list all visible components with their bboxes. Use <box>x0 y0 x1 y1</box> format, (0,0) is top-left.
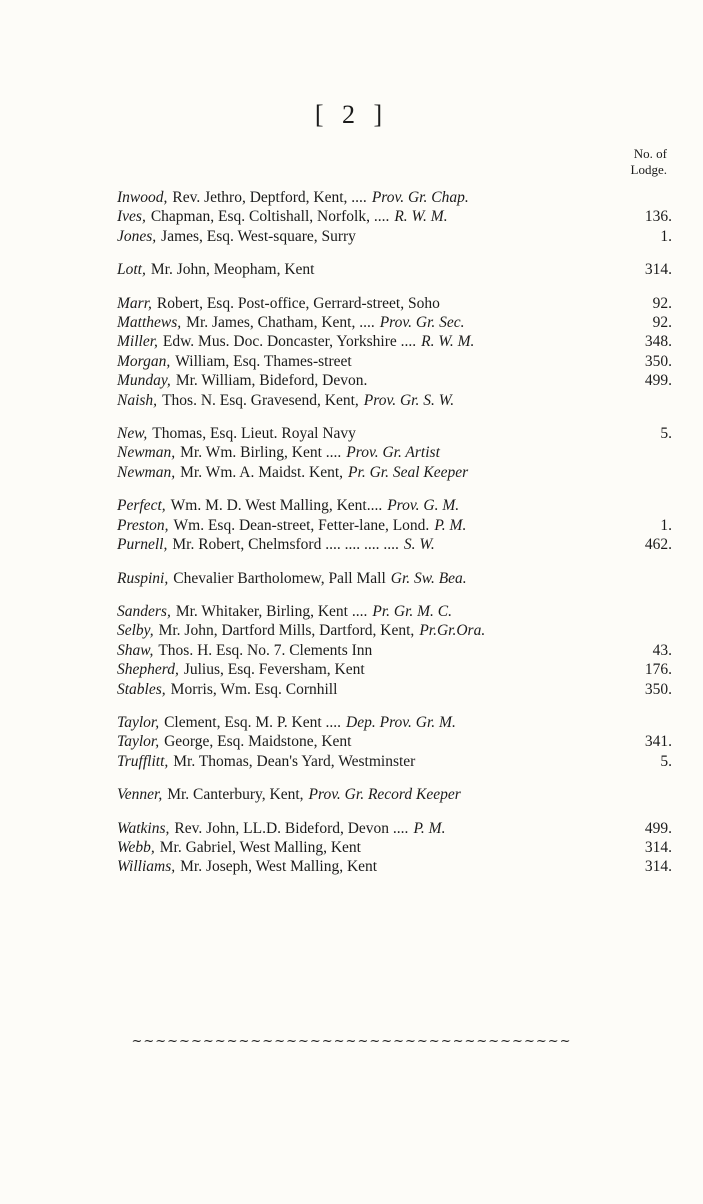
member-detail: Mr. John, Meopham, Kent <box>150 261 315 279</box>
list-item <box>117 732 672 751</box>
letter-group <box>117 602 672 699</box>
member-detail: Chapman, Esq. Coltishall, Norfolk, .... <box>150 208 390 226</box>
member-office: Pr. Gr. M. C. <box>372 602 453 620</box>
member-surname: Taylor, <box>117 733 160 751</box>
list-item <box>117 819 672 838</box>
member-detail: Mr. John, Dartford Mills, Dartford, Kent, <box>158 622 415 640</box>
member-detail: Rev. Jethro, Deptford, Kent, .... <box>172 189 367 206</box>
member-office: Prov. Gr. Record Keeper <box>308 786 461 804</box>
member-surname: Preston, <box>117 516 169 534</box>
column-heading-line-2: Lodge. <box>630 162 667 177</box>
list-item <box>117 621 672 640</box>
list-item <box>117 752 672 771</box>
lodge-number: 348. <box>644 333 672 351</box>
member-surname: Selby, <box>117 622 154 640</box>
letter-group <box>117 260 672 279</box>
list-item <box>117 371 672 390</box>
list-item <box>117 569 672 588</box>
member-surname: New, <box>117 425 148 443</box>
member-office: P. M. <box>413 819 446 837</box>
member-surname: Newman, <box>117 444 176 462</box>
member-office: Pr. Gr. Seal Keeper <box>348 463 469 481</box>
lodge-number: 499. <box>644 372 672 390</box>
member-surname: Matthews, <box>117 314 182 332</box>
member-detail: Chevalier Bartholomew, Pall Mall <box>173 569 386 587</box>
member-detail: Mr. James, Chatham, Kent, .... <box>186 314 375 332</box>
lodge-number: 314. <box>644 858 672 876</box>
list-item <box>117 424 672 443</box>
letter-group <box>117 188 672 246</box>
member-detail: Mr. Whitaker, Birling, Kent .... <box>175 602 368 620</box>
lodge-number: 350. <box>644 680 672 698</box>
lodge-number: 462. <box>644 536 672 554</box>
member-surname: Williams, <box>117 858 176 876</box>
lodge-number: 5. <box>660 752 672 770</box>
member-detail: Clement, Esq. M. P. Kent .... <box>164 713 342 731</box>
lodge-number: 1. <box>660 227 672 245</box>
lodge-number: 314. <box>644 261 672 279</box>
letter-group <box>117 294 672 410</box>
member-surname: Webb, <box>117 838 155 856</box>
lodge-column-heading <box>631 146 667 178</box>
list-item <box>117 496 672 515</box>
member-detail: Mr. Canterbury, Kent, <box>167 786 304 804</box>
list-item <box>117 391 672 410</box>
member-surname: Watkins, <box>117 819 170 837</box>
list-item <box>117 680 672 699</box>
list-item <box>117 227 672 246</box>
member-detail: Mr. Joseph, West Malling, Kent <box>180 858 378 876</box>
member-office: Prov. Gr. S. W. <box>363 391 455 409</box>
member-office: Prov. G. M. <box>387 497 460 515</box>
member-detail: Wm. Esq. Dean-street, Fetter-lane, Lond. <box>173 516 430 534</box>
member-detail: Mr. Robert, Chelmsford .... .... .... .... <box>172 536 399 554</box>
list-item <box>117 660 672 679</box>
member-surname: Shepherd, <box>117 661 179 679</box>
member-detail: James, Esq. West-square, Surry <box>161 227 356 245</box>
member-office: Prov. Gr. Artist <box>346 444 440 462</box>
member-office: Prov. Gr. Sec. <box>379 314 465 332</box>
member-detail: Julius, Esq. Feversham, Kent <box>183 661 365 679</box>
list-item <box>117 838 672 857</box>
letter-group <box>117 713 672 771</box>
member-surname: Purnell, <box>117 536 168 554</box>
member-surname: Newman, <box>117 463 176 481</box>
member-list <box>117 188 672 891</box>
lodge-number: 176. <box>644 661 672 679</box>
member-surname: Shaw, <box>117 641 154 659</box>
list-item <box>117 207 672 226</box>
member-office: Dep. Prov. Gr. M. <box>346 713 456 731</box>
list-item <box>117 260 672 279</box>
member-detail: Mr. Gabriel, West Malling, Kent <box>159 838 361 856</box>
list-item <box>117 713 672 732</box>
member-detail: Mr. Thomas, Dean's Yard, Westminster <box>173 752 416 770</box>
member-detail: Morris, Wm. Esq. Cornhill <box>170 680 338 698</box>
member-surname: Miller, <box>117 333 158 351</box>
list-item <box>117 602 672 621</box>
letter-group <box>117 819 672 877</box>
member-detail: Robert, Esq. Post-office, Gerrard-street, Soho <box>156 294 440 312</box>
list-item <box>117 641 672 660</box>
member-surname: Marr, <box>117 294 152 312</box>
member-surname: Ruspini, <box>117 569 169 587</box>
list-item <box>117 463 672 482</box>
lodge-number: 43. <box>652 641 672 659</box>
list-item <box>117 857 672 876</box>
member-surname: Sanders, <box>117 602 171 620</box>
member-surname: Lott, <box>117 261 146 279</box>
list-item <box>117 443 672 462</box>
member-surname: Venner, <box>117 786 163 804</box>
member-detail: Thos. N. Esq. Gravesend, Kent, <box>162 391 359 409</box>
member-office: R. W. M. <box>421 333 475 351</box>
member-detail: Wm. M. D. West Malling, Kent.... <box>170 497 383 515</box>
list-item <box>117 294 672 313</box>
member-surname: Morgan, <box>117 352 171 370</box>
letter-group <box>117 424 672 482</box>
member-office: S. W. <box>403 536 435 554</box>
member-surname: Jones, <box>117 227 157 245</box>
member-office: Prov. Gr. Chap. <box>371 189 469 206</box>
list-item <box>117 313 672 332</box>
member-detail: Mr. William, Bideford, Devon. <box>175 372 368 390</box>
lodge-number: 92. <box>652 294 672 312</box>
list-item <box>117 535 672 554</box>
letter-group <box>117 785 672 804</box>
lodge-number: 5. <box>660 425 672 443</box>
member-detail: Mr. Wm. Birling, Kent .... <box>180 444 342 462</box>
member-detail: Thomas, Esq. Lieut. Royal Navy <box>152 425 356 443</box>
lodge-number: 314. <box>644 838 672 856</box>
lodge-number: 499. <box>644 819 672 837</box>
list-item <box>117 516 672 535</box>
list-item <box>117 332 672 351</box>
member-detail: Rev. John, LL.D. Bideford, Devon .... <box>174 819 409 837</box>
member-surname: Munday, <box>117 372 171 390</box>
list-item <box>117 352 672 371</box>
member-detail: William, Esq. Thames-street <box>175 352 352 370</box>
page-number-header: [ 2 ] <box>314 100 389 129</box>
member-surname: Stables, <box>117 680 166 698</box>
member-surname: Inwood, <box>117 189 168 206</box>
list-item <box>117 188 672 207</box>
member-detail: Thos. H. Esq. No. 7. Clements Inn <box>158 641 373 659</box>
member-office: P. M. <box>434 516 467 534</box>
member-detail: Mr. Wm. A. Maidst. Kent, <box>180 463 344 481</box>
lodge-number: 1. <box>660 516 672 534</box>
member-surname: Taylor, <box>117 713 160 731</box>
lodge-number: 341. <box>644 733 672 751</box>
member-detail: Edw. Mus. Doc. Doncaster, Yorkshire .... <box>162 333 417 351</box>
member-surname: Perfect, <box>117 497 166 515</box>
member-surname: Ives, <box>117 208 146 226</box>
member-office: Gr. Sw. Bea. <box>390 569 467 587</box>
member-office: Pr.Gr.Ora. <box>419 622 486 640</box>
letter-group <box>117 496 672 554</box>
lodge-number: 92. <box>652 314 672 332</box>
lodge-number: 350. <box>644 352 672 370</box>
member-surname: Naish, <box>117 391 158 409</box>
column-heading-line-1: No. of <box>633 146 667 161</box>
list-item <box>117 785 672 804</box>
member-office: R. W. M. <box>394 208 448 226</box>
tailpiece-ornament: ~~~~~~~~~~~~~~~~~~~~~~~~~~~~~~~~~~~~~ <box>131 1034 572 1049</box>
lodge-number: 136. <box>644 208 672 226</box>
member-surname: Trufflitt, <box>117 752 169 770</box>
member-detail: George, Esq. Maidstone, Kent <box>164 733 352 751</box>
letter-group <box>117 569 672 588</box>
